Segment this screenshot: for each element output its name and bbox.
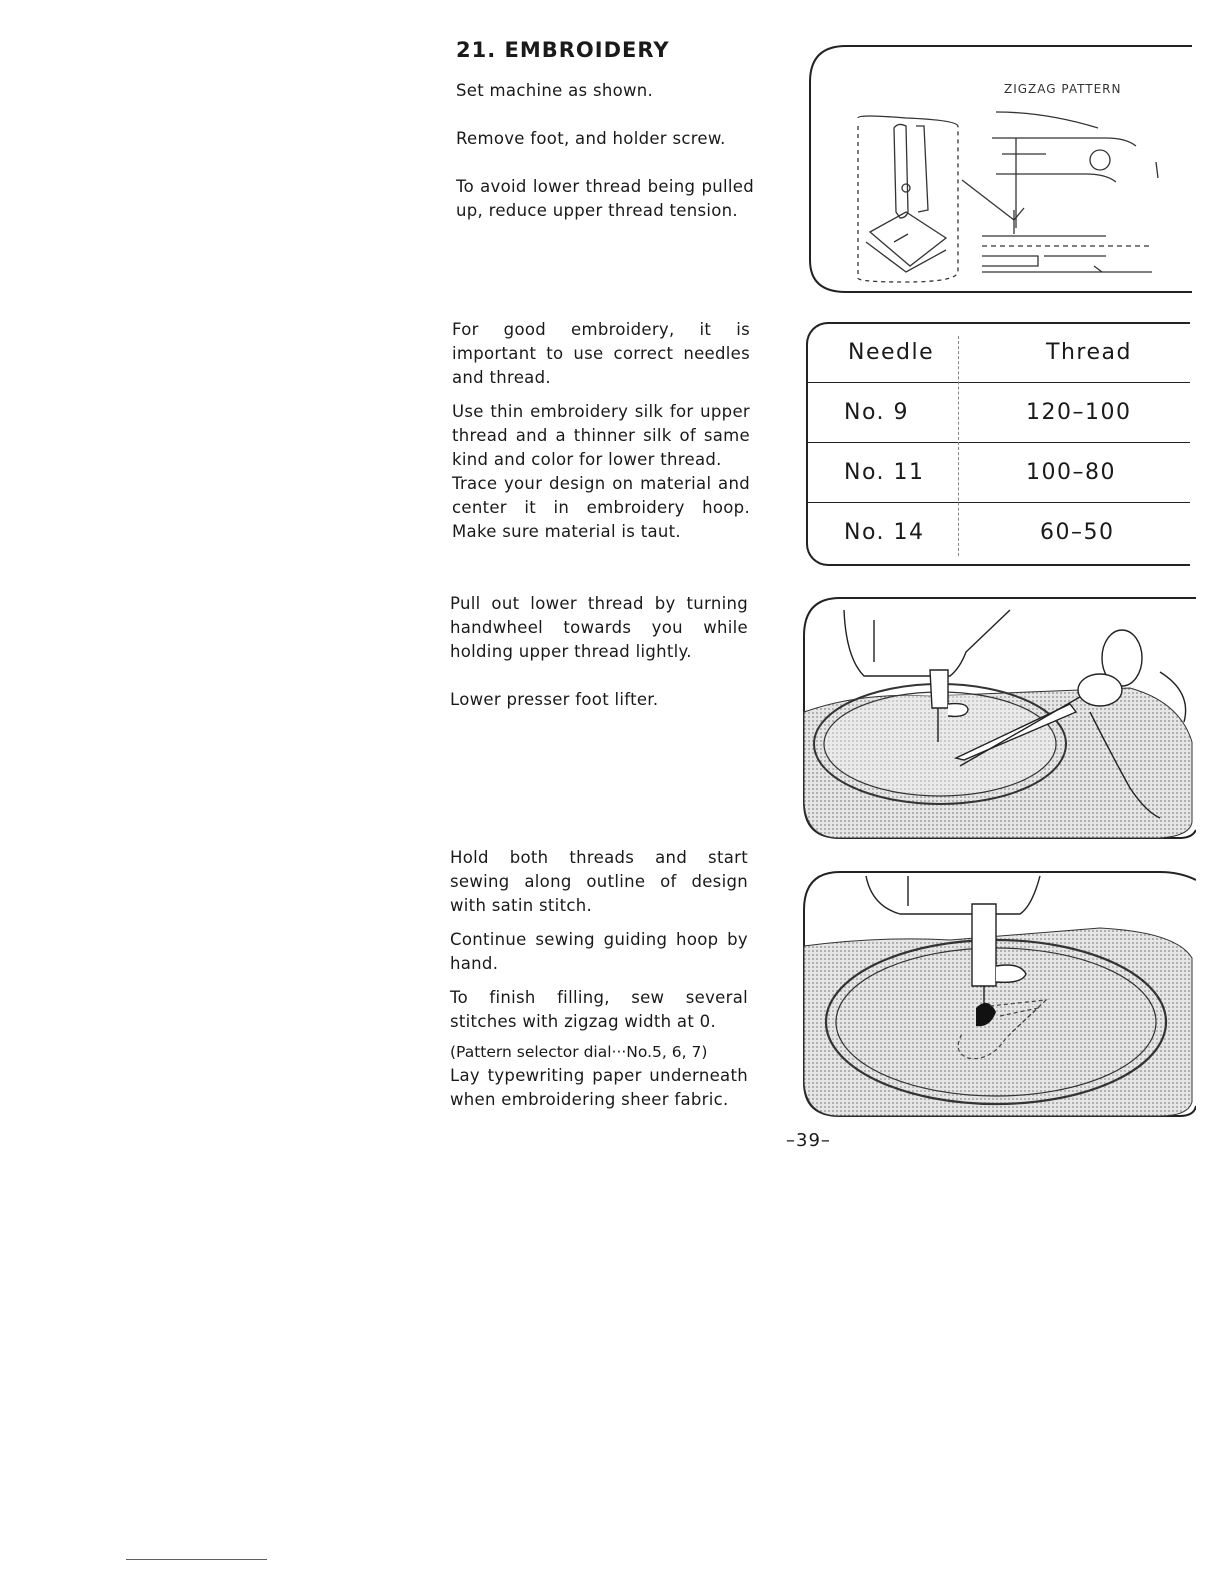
text-pull-lower-thread: Pull out lower thread by turning handwheel towards you while holding upper thread lightly. [450, 594, 748, 661]
divider [126, 1559, 267, 1560]
presser-foot-drawing [858, 116, 958, 282]
instructions-setup [456, 79, 754, 223]
text-typewriting-paper: Lay typewriting paper underneath when embroidering sheer fabric. [450, 1066, 748, 1109]
text-finish-filling: To finish filling, sew several stitches with zigzag width at 0. [450, 988, 748, 1031]
figure-frame [810, 46, 1192, 292]
table-cell-thread: 60–50 [1040, 520, 1115, 545]
page-title: 21. EMBROIDERY [456, 38, 670, 62]
text-lower-presser-foot: Lower presser foot lifter. [450, 690, 659, 709]
table-divider [806, 442, 1190, 443]
page-number: –39– [786, 1130, 831, 1151]
machine-head-drawing [962, 112, 1158, 272]
text-hold-threads: Hold both threads and start sewing along outline of design with satin stitch. [450, 848, 748, 915]
instructions-sewing [450, 846, 748, 1112]
table-divider [806, 382, 1190, 383]
table-header-needle: Needle [848, 340, 935, 365]
text-good-embroidery: For good embroidery, it is important to use correct needles and thread. [452, 320, 750, 387]
table-cell-needle: No. 11 [844, 460, 925, 485]
text-set-machine: Set machine as shown. [456, 81, 654, 100]
text-continue-sewing: Continue sewing guiding hoop by hand. [450, 930, 748, 973]
table-column-divider [958, 336, 959, 556]
instructions-materials [452, 318, 750, 544]
table-cell-needle: No. 14 [844, 520, 925, 545]
fabric-shading [804, 928, 1192, 1116]
text-avoid-lower-thread: To avoid lower thread being pulled up, reduce upper thread tension. [456, 177, 754, 220]
table-divider [806, 502, 1190, 503]
instructions-pull-thread [450, 592, 748, 712]
needle-thread-table [806, 322, 1190, 566]
figure-sewing-design [800, 866, 1196, 1122]
table-cell-needle: No. 9 [844, 400, 910, 425]
table-cell-thread: 100–80 [1026, 460, 1116, 485]
text-thin-silk: Use thin embroidery silk for upper thread and a thinner silk of same kind and color for lower thread. [452, 402, 750, 469]
figure-machine-setup [806, 42, 1192, 296]
table-cell-thread: 120–100 [1026, 400, 1132, 425]
figure-hoop-scissors [800, 592, 1196, 844]
text-remove-foot: Remove foot, and holder screw. [456, 129, 726, 148]
text-pattern-selector: (Pattern selector dial···No.5, 6, 7) [450, 1043, 708, 1061]
text-trace-design: Trace your design on material and center it in embroidery hoop. Make sure material is taut. [452, 474, 750, 541]
figure-caption: ZIGZAG PATTERN [1004, 82, 1122, 96]
table-header-thread: Thread [1046, 340, 1132, 365]
